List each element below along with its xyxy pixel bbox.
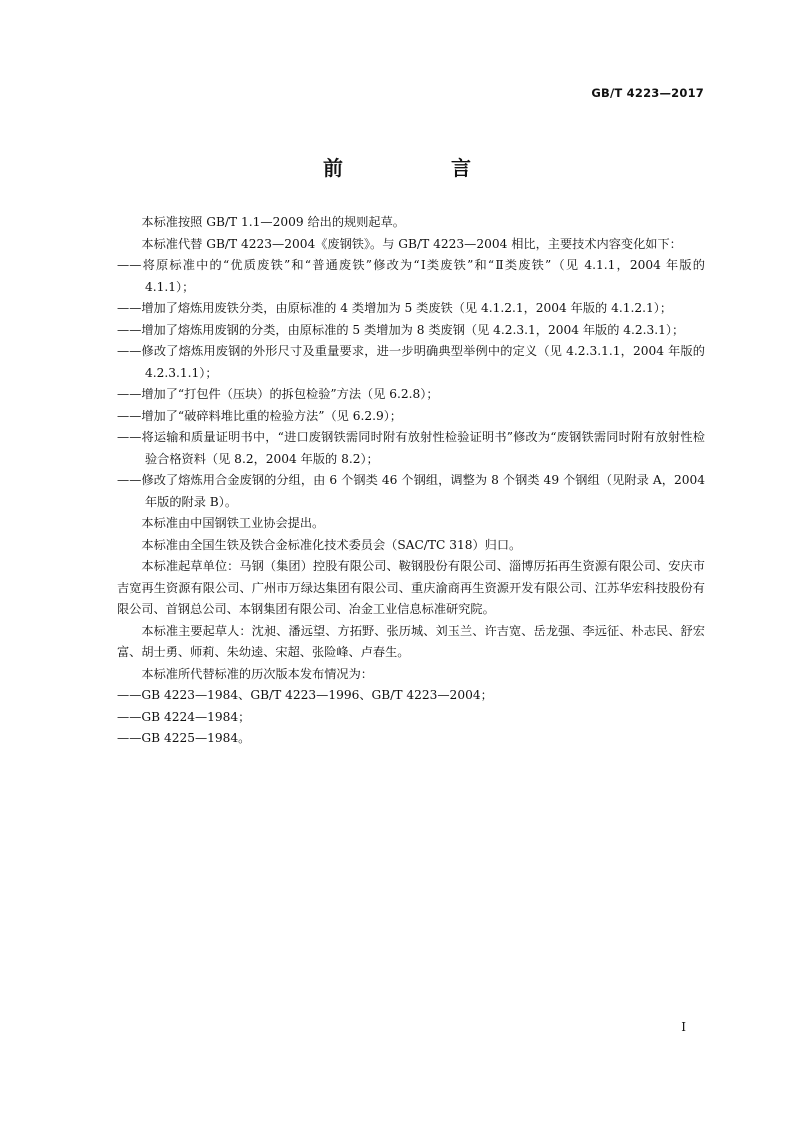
section-title: 前 言 xyxy=(323,156,515,180)
list-item: ——将运输和质量证明书中，“进口废钢铁需同时附有放射性检验证明书”修改为“废钢铁需同时附有放射性检验合格资料（见 8.2，2004 年版的 8.2）； xyxy=(117,430,705,466)
list-item: ——修改了熔炼用废钢的外形尺寸及重量要求，进一步明确典型举例中的定义（见 4.2.3.1.1，2004 年版的 4.2.3.1.1）； xyxy=(117,344,705,380)
paragraph: 本标准主要起草人：沈昶、潘远望、方拓野、张历城、刘玉兰、许吉宽、岳龙强、李远征、朴志民、舒宏富、胡士勇、师莉、朱幼逵、宋超、张险峰、卢春生。 xyxy=(117,623,705,659)
standard-number: GB/T 4223—2017 xyxy=(591,86,704,100)
list-item: ——增加了“破碎料堆比重的检验方法”（见 6.2.9）； xyxy=(117,408,402,423)
list-item: ——增加了“打包件（压块）的拆包检验”方法（见 6.2.8）； xyxy=(117,387,439,401)
paragraph: 本标准由中国钢铁工业协会提出。 xyxy=(141,516,325,530)
list-item: ——将原标准中的“优质废铁”和“普通废铁”修改为“Ⅰ类废铁”和“Ⅱ类废铁”（见 4.1.1，2004 年版的 4.1.1）； xyxy=(117,258,705,294)
paragraph: 本标准代替 GB/T 4223—2004《废钢铁》。与 GB/T 4223—2004 相比，主要技术内容变化如下： xyxy=(141,236,682,251)
paragraph: 本标准所代替标准的历次版本发布情况为： xyxy=(141,666,373,681)
paragraph: 本标准起草单位：马钢（集团）控股有限公司、鞍钢股份有限公司、淄博厉拓再生资源有限公司、安庆市吉宽再生资源有限公司、广州市万绿达集团有限公司、重庆渝商再生资源开发有限公司、江苏华宏科技股份有限公司、首钢总公司、本钢集团有限公司、冶金工业信息标准研究院。 xyxy=(117,559,705,616)
list-item: ——增加了熔炼用废钢的分类，由原标准的 5 类增加为 8 类废钢（见 4.2.3.1，2004 年版的 4.2.3.1）； xyxy=(117,322,685,337)
page-number: Ⅰ xyxy=(681,1020,686,1034)
paragraph: 本标准按照 GB/T 1.1—2009 给出的规则起草。 xyxy=(141,215,405,229)
list-item: ——增加了熔炼用废铁分类，由原标准的 4 类增加为 5 类废铁（见 4.1.2.1，2004 年版的 4.1.2.1）； xyxy=(117,301,673,315)
list-item: ——GB 4223—1984、GB/T 4223—1996、GB/T 4223—2004； xyxy=(117,688,493,702)
list-item: ——GB 4225—1984。 xyxy=(117,731,251,745)
foreword-body xyxy=(117,212,705,750)
paragraph: 本标准由全国生铁及铁合金标准化技术委员会（SAC/TC 318）归口。 xyxy=(141,537,522,552)
list-item: ——修改了熔炼用合金废钢的分组，由 6 个钢类 46 个钢组，调整为 8 个钢类 49 个钢组（见附录 A，2004 年版的附录 B）。 xyxy=(117,473,705,509)
list-item: ——GB 4224—1984； xyxy=(117,709,251,724)
